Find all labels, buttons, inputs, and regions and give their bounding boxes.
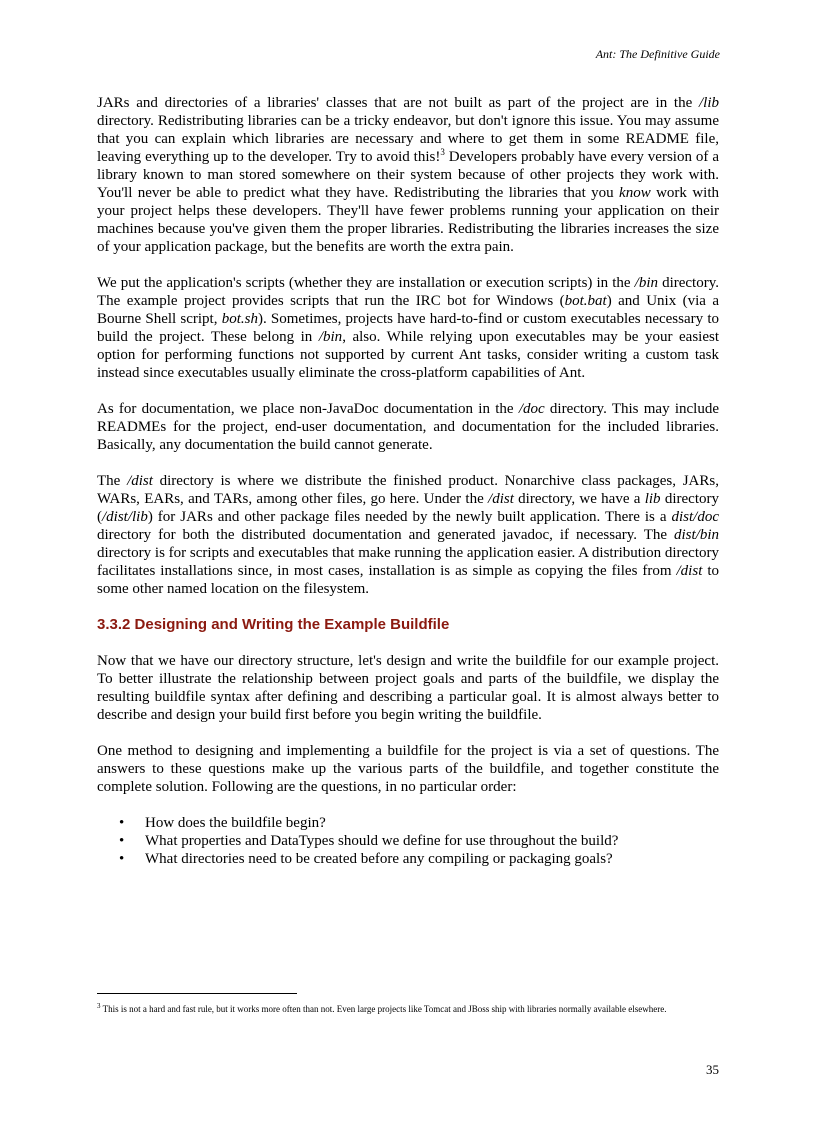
- footnote-number: 3: [97, 1002, 101, 1010]
- paragraph-questions-intro: One method to designing and implementing a buildfile for the project is via a set of questions. The answers to these questions make up the various parts of the buildfile, and together constitute the complete solution. Following are the questions, in no particular order:: [97, 743, 719, 795]
- paragraph-bin-directory: We put the application's scripts (whether they are installation or execution scripts) in the /bin directory. The example project provides scripts that run the IRC bot for Windows (bot.bat) and Unix (via a Bourne Shell script, bot.sh). Sometimes, projects have hard-to-find or custom executables necessary to build the project. These belong in /bin, also. While relying upon executables may be your easiest option for performing functions not supported by current Ant tasks, consider writing a custom task instead since executables usually eliminate the cross-platform capabilities of Ant.: [97, 275, 720, 381]
- list-item: • What properties and DataTypes should we define for use throughout the build?: [119, 833, 619, 849]
- paragraph-lib-directory: JARs and directories of a libraries' classes that are not built as part of the project are in the /lib directory. Redistributing libraries can be a tricky endeavor, but don't ignore this issue. You may assume that you can explain which libraries are necessary and where to get them in some README file, leaving everything up to the developer. Try to avoid this!$^3$ Developers probably have every version of a library known to man stored somewhere on their system because of other projects they work with. You'll never be able to predict what they have. Redistributing the libraries that you know work with your project helps these developers. They'll have fewer problems running your application on their machines because you've given them the proper libraries. Redistributing the libraries increases the size of your application package, but the benefits are worth the extra pain.: [97, 95, 719, 255]
- paragraph-design-intro: Now that we have our directory structure, let's design and write the buildfile for our example project. To better illustrate the relationship between project goals and parts of the buildfile, we display the resulting buildfile syntax after defining and describing a particular goal. It is almost always better to describe and design your build first before you begin writing the buildfile.: [97, 653, 719, 723]
- page-number: 35: [706, 1062, 719, 1077]
- footnote: $^3$ This is not a hard and fast rule, but it works more often than not. Even large projects like Tomcat and JBoss ship with libraries normally available elsewhere.: [97, 1002, 667, 1014]
- footnote-reference[interactable]: 3: [440, 147, 445, 157]
- paragraph-dist-directory: The /dist directory is where we distribute the finished product. Nonarchive class packages, JARs, WARs, EARs, and TARs, among other files, go here. Under the /dist directory, we have a lib directory (/dist/lib) for JARs and other package files needed by the newly built application. There is a dist/doc directory for both the distributed documentation and generated javadoc, if necessary. The dist/bin directory is for scripts and executables that make running the application easier. A distribution directory facilitates installations since, in most cases, installation is as simple as copying the files from /dist to some other named location on the filesystem.: [97, 473, 720, 597]
- running-header: Ant: The Definitive Guide: [595, 47, 720, 61]
- paragraph-doc-directory: As for documentation, we place non-JavaDoc documentation in the /doc directory. This may include READMEs for the project, end-user documentation, and documentation for the included libraries. Basically, any documentation the build cannot generate.: [97, 401, 719, 453]
- footnote-divider: [97, 993, 297, 994]
- page-body: [97, 94, 719, 868]
- list-item: • What directories need to be created before any compiling or packaging goals?: [119, 851, 613, 867]
- question-list: [97, 814, 719, 868]
- bullet-icon: •: [119, 851, 125, 867]
- bullet-icon: •: [119, 833, 125, 849]
- list-item: • How does the buildfile begin?: [119, 815, 326, 831]
- section-heading: 3.3.2 Designing and Writing the Example Buildfile: [97, 616, 450, 633]
- bullet-icon: •: [119, 815, 125, 831]
